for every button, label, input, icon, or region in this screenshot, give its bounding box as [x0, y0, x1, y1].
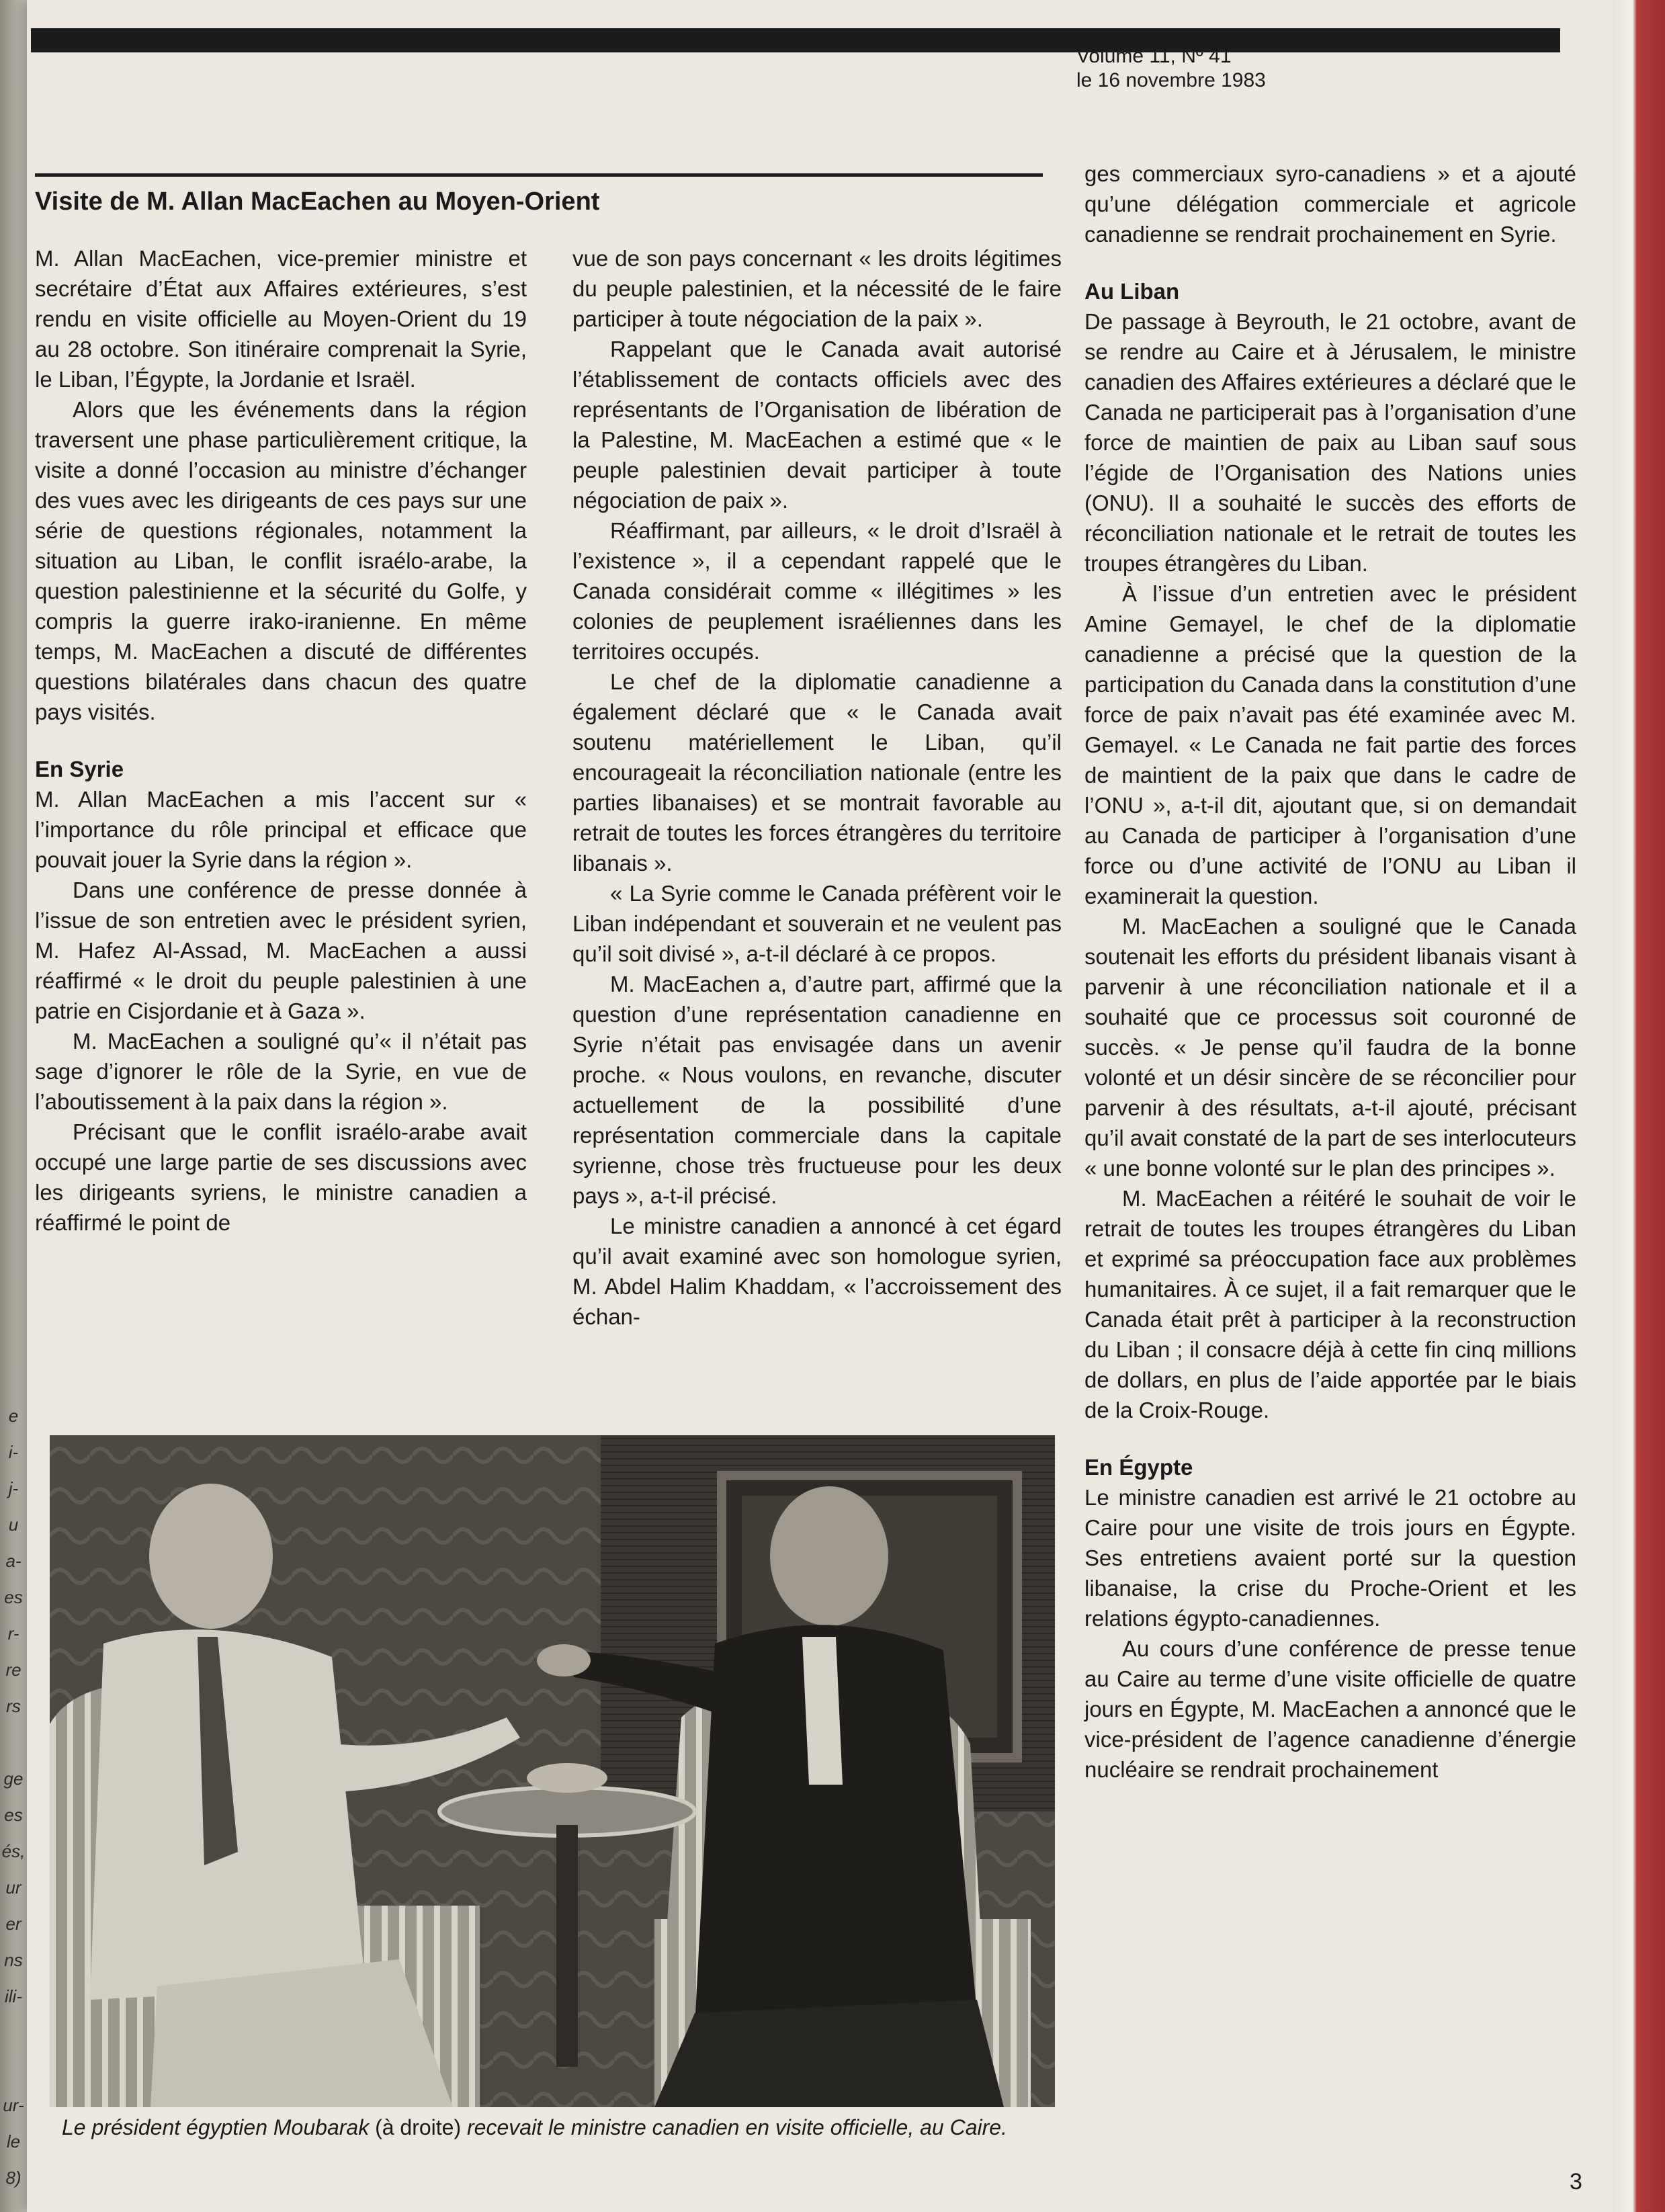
page-number: 3	[1570, 2169, 1582, 2195]
section-heading: En Égypte	[1084, 1455, 1193, 1480]
article-paragraph: Réaffirmant, par ailleurs, « le droit d’Israël à l’existence », il a cependant rappelé que le Canada considérait comme « illégitimes » les colonies de peuplement israéliennes dans les territoires occupés.	[572, 518, 1062, 664]
issue-info	[1076, 44, 1506, 93]
article-paragraph: M. MacEachen a réitéré le souhait de voir le retrait de toutes les troupes étrangères du Liban et exprimé sa préoccupation face aux problèmes humanitaires. À ce sujet, il a fait remarquer que le Canada était prêt à participer à la reconstruction du Liban ; il consacre déjà à cette fin cinq millions de dollars, en plus de l’aide apportée par le biais de la Croix-Rouge.	[1084, 1186, 1576, 1422]
issue-date: le 16 novembre 1983	[1076, 69, 1266, 91]
article-paragraph: M. MacEachen a, d’autre part, affirmé que la question d’une représentation canadienne en Syrie n’était pas envisagée dans un avenir proche. « Nous voulons, en revanche, discuter actuellement de la possibilité d’une représentation commerciale dans la capitale syrienne, chose très fructueuse pour les deux pays », a-t-il précisé.	[572, 972, 1062, 1208]
article-paragraph: Dans une conférence de presse donnée à l’issue de son entretien avec le président syrien, M. Hafez Al-Assad, M. MacEachen a aussi réaffirmé « le droit du peuple palestinien à une patrie en Cisjordanie et à Gaza ».	[35, 878, 527, 1023]
adjacent-page-fragment: er	[5, 1914, 22, 1934]
article-title: Visite de M. Allan MacEachen au Moyen-Orient	[35, 187, 600, 216]
adjacent-page-fragment	[0, 1724, 27, 1760]
article-paragraph: Alors que les événements dans la région traversent une phase particulièrement critique, la visite a donné l’occasion au ministre d’échanger des vues avec les dirigeants de ces pays sur une série de questions régionales, notamment la situation au Liban, le conflit israélo-arabe, la question palestinienne et la sécurité du Golfe, y compris la guerre irako-iranienne. En même temps, M. MacEachen a discuté de différentes questions bilatérales dans chacun des quatre pays visités.	[35, 397, 527, 724]
adjacent-page-fragments	[0, 1398, 27, 2196]
adjacent-page-fragment: ili-	[5, 1986, 22, 2006]
binder-edge	[1613, 0, 1665, 2212]
adjacent-page-fragment: r-	[7, 1623, 19, 1644]
article-paragraph: De passage à Beyrouth, le 21 octobre, avant de se rendre au Caire et à Jérusalem, le ministre canadien des Affaires extérieures a déclaré que le Canada ne participerait pas à l’organisation d’une force de maintien de paix au Liban sauf sous l’égide de l’Organisation des Nations unies (ONU). Il a souhaité le succès des efforts de réconciliation nationale et le retrait de toutes les troupes étrangères du Liban.	[1084, 309, 1576, 576]
adjacent-page-fragment: e	[8, 1406, 19, 1426]
article-paragraph: À l’issue d’un entretien avec le président Amine Gemayel, le chef de la diplomatie canadienne a précisé que la question de la participation du Canada dans la constitution d’une force de paix n’avait pas été examinée avec M. Gemayel. « Le Canada ne fait partie des forces de maintient de la paix que dans le cadre de l’ONU », a-t-il dit, ajoutant que, si on demandait au Canada de participer à l’organisation d’une force ou d’une activité de l’ONU au Liban il examinerait la question.	[1084, 581, 1576, 908]
article-paragraph: Le ministre canadien a annoncé à cet égard qu’il avait examiné avec son homologue syrien, M. Abdel Halim Khaddam, « l’accroissement des échan-	[572, 1214, 1062, 1329]
adjacent-page-fragment: le	[6, 2131, 21, 2152]
caption-text-end: recevait le ministre canadien en visite officielle, au Caire.	[467, 2115, 1007, 2139]
photo-caption	[62, 2113, 1083, 2142]
adjacent-page-fragment	[0, 2051, 27, 2087]
article-paragraph: Précisant que le conflit israélo-arabe avait occupé une large partie de ses discussions avec les dirigeants syriens, le ministre canadien a réaffirmé le point de	[35, 1119, 527, 1235]
adjacent-page-fragment: es	[4, 1805, 23, 1825]
section-gap	[1084, 249, 1576, 276]
article-column-1	[35, 243, 527, 1238]
adjacent-page-fragment: a-	[5, 1551, 22, 1571]
issue-volume: Volume 11, Nº 41	[1076, 45, 1232, 67]
section-heading: Au Liban	[1084, 279, 1180, 304]
adjacent-page-fragment: ns	[4, 1950, 23, 1970]
adjacent-page-fragment: i-	[8, 1442, 19, 1462]
caption-position-note: (à droite)	[375, 2115, 462, 2139]
article-paragraph: Le ministre canadien est arrivé le 21 octobre au Caire pour une visite de trois jours en Égypte. Ses entretiens avaient porté sur la question libanaise, la crise du Proche-Orient et les relations égypto-canadiennes.	[1084, 1485, 1576, 1631]
magazine-page	[27, 0, 1613, 2212]
adjacent-page-fragment: es	[4, 1587, 23, 1607]
adjacent-page-fragment: ur-	[3, 2095, 24, 2115]
article-column-2	[572, 243, 1062, 1332]
article-paragraph: vue de son pays concernant « les droits légitimes du peuple palestinien, et la nécessité de le faire participer à toute négociation de la paix ».	[572, 246, 1062, 331]
article-paragraph: M. MacEachen a souligné qu’« il n’était pas sage d’ignorer le rôle de la Syrie, en vue de l’aboutissement à la paix dans la région ».	[35, 1029, 527, 1114]
article-paragraph: « La Syrie comme le Canada préfèrent voir le Liban indépendant et souverain et ne veulent pas qu’il soit divisé », a-t-il déclaré à ce propos.	[572, 881, 1062, 966]
adjacent-page-fragment: és,	[1, 1841, 26, 1861]
section-gap	[1084, 1425, 1576, 1452]
section-gap	[35, 727, 527, 754]
article-paragraph: M. Allan MacEachen a mis l’accent sur « l’importance du rôle principal et efficace que pouvait jouer la Syrie dans la région ».	[35, 787, 527, 872]
news-photo	[50, 1435, 1055, 2107]
adjacent-page-fragment: j-	[8, 1478, 19, 1498]
adjacent-page-fragment: 8)	[5, 2168, 22, 2188]
adjacent-page-fragment: rs	[6, 1696, 21, 1716]
article-paragraph: ges commerciaux syro-canadiens » et a ajouté qu’une délégation commerciale et agricole canadienne se rendrait prochainement en Syrie.	[1084, 161, 1576, 247]
article-paragraph: Rappelant que le Canada avait autorisé l’établissement de contacts officiels avec des représentants de l’Organisation de libération de la Palestine, M. MacEachen a estimé que « le peuple palestinien devait participer à toute négociation de paix ».	[572, 337, 1062, 513]
adjacent-page-fragment: u	[8, 1515, 19, 1535]
adjacent-page-fragment: ur	[5, 1877, 22, 1898]
adjacent-page-fragment: re	[5, 1660, 22, 1680]
article-paragraph: Au cours d’une conférence de presse tenue au Caire au terme d’une visite officielle de quatre jours en Égypte, M. MacEachen a annoncé que le vice-président de l’agence canadienne d’énergie nucléaire se rendrait prochainement	[1084, 1636, 1576, 1782]
article-paragraph: Le chef de la diplomatie canadienne a également déclaré que « le Canada avait soutenu matériellement le Liban, qu’il encourageait la réconciliation nationale (entre les parties libanaises) et se montrait favorable au retrait de toutes les forces étrangères du territoire libanais ».	[572, 669, 1062, 876]
section-heading: En Syrie	[35, 757, 124, 781]
caption-text-start: Le président égyptien Moubarak	[62, 2115, 370, 2139]
adjacent-page-fragment: ge	[3, 1769, 24, 1789]
article-column-3	[1084, 159, 1576, 1785]
title-rule	[35, 173, 1043, 177]
adjacent-page-fragment	[0, 2014, 27, 2051]
article-paragraph: M. MacEachen a souligné que le Canada soutenait les efforts du président libanais visant à parvenir à une réconciliation nationale et il a souhaité que ce processus soit couronné de succès. « Je pense qu’il faudra de la bonne volonté et un désir sincère de se réconcilier pour parvenir à des résultats, a-t-il ajouté, précisant qu’il avait constaté de la part de ses interlocuteurs « une bonne volonté sur le plan des principes ».	[1084, 914, 1576, 1181]
article-paragraph: M. Allan MacEachen, vice-premier ministre et secrétaire d’État aux Affaires extérieures, s’est rendu en visite officielle au Moyen-Orient du 19 au 28 octobre. Son itinéraire comprenait la Syrie, le Liban, l’Égypte, la Jordanie et Israël.	[35, 246, 527, 392]
